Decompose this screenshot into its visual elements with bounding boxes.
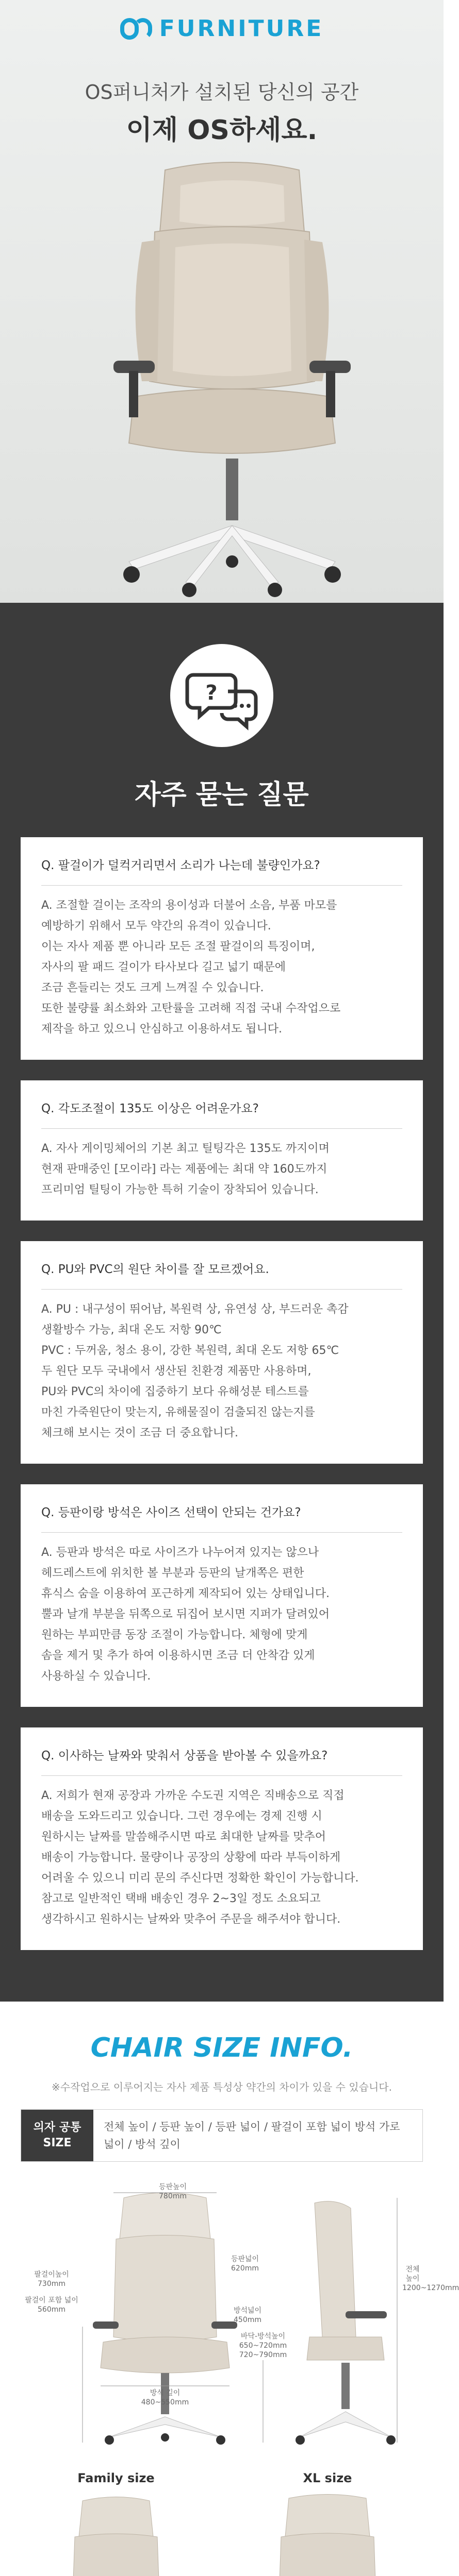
faq-answer-line: 참고로 일반적인 택배 배송인 경우 2~3일 정도 소요되고	[41, 1892, 321, 1905]
faq-question: Q. 팔걸이가 덜컥거리면서 소리가 나는데 불량인가요?	[41, 856, 402, 886]
faq-question: Q. 이사하는 날짜와 맞춰서 상품을 받아볼 수 있을까요?	[41, 1746, 402, 1776]
faq-answer-line: A. 등판과 방석은 따로 사이즈가 나누어져 있지는 않으나	[41, 1546, 319, 1559]
faq-question: Q. PU와 PVC의 원단 차이를 잘 모르겠어요.	[41, 1260, 402, 1290]
size-title: CHAIR SIZE INFO.	[90, 2032, 353, 2063]
chat-bubbles-icon	[170, 644, 273, 747]
family-chair-image	[39, 2496, 193, 2576]
faq-answer-line: 배송을 도와드리고 있습니다. 그런 경우에는 경제 진행 시	[41, 1810, 322, 1823]
faq-answer-line: 배송이 가능합니다. 물량이나 공장의 상황에 따라 부득이하게	[41, 1851, 341, 1864]
faq-answer-line: 제작을 하고 있으니 안심하고 이용하셔도 됩니다.	[41, 1023, 283, 1036]
dim-backrest-width: 등판넓이 620mm	[231, 2255, 259, 2273]
dim-armrest-height: 팔걸이높이 730mm	[34, 2270, 69, 2288]
faq-answer-line: A. PU : 내구성이 뛰어남, 복원력 상, 유연성 상, 부드러운 촉감	[41, 1303, 349, 1316]
faq-answer-line: A. 조절할 걸이는 조작의 용이성과 더불어 소음, 부품 마모를	[41, 899, 337, 912]
size-compare	[21, 2471, 423, 2576]
dim-seat-depth: 방석 깊이 480~550mm	[141, 2389, 189, 2406]
faq-answer-line: 원하시는 날짜를 말씀해주시면 따로 최대한 날짜를 맞추어	[41, 1831, 326, 1843]
brand-logo	[0, 15, 444, 42]
dimension-diagram	[21, 2182, 459, 2450]
faq-answer-line: PVC : 두꺼움, 청소 용이, 강한 복원력, 최대 온도 저항 65℃	[41, 1344, 339, 1357]
dim-backrest-height: 등판높이 780mm	[158, 2183, 187, 2200]
xl-size-label: XL size	[303, 2471, 352, 2485]
hero-section	[0, 0, 444, 603]
faq-answer-line: 프리미엄 틸팅이 가능한 특허 기술이 장착되어 있습니다.	[41, 1183, 319, 1196]
common-size-badge: 의자 공통 SIZE	[21, 2110, 93, 2161]
faq-answer-line: 솜을 제거 및 추가 하여 이용하시면 조금 더 안착감 있게	[41, 1649, 315, 1662]
faq-answer-line: 자사의 팔 패드 걸이가 타사보다 길고 넓기 때문에	[41, 961, 286, 974]
faq-answer	[41, 897, 402, 1038]
faq-answer-line: 원하는 부피만큼 동장 조절이 가능합니다. 체형에 맞게	[41, 1629, 308, 1641]
faq-answer-line: 뿔과 날개 부분을 뒤쪽으로 뒤집어 보시면 지퍼가 달려있어	[41, 1608, 330, 1621]
faq-answer-line: 현재 판매중인 [모이라] 라는 제품에는 최대 약 160도까지	[41, 1163, 327, 1176]
faq-item	[21, 1241, 423, 1464]
os-logo-icon	[120, 18, 152, 40]
brand-name: FURNITURE	[159, 15, 324, 42]
faq-answer-line: 또한 불량률 최소화와 고탄률을 고려해 직접 국내 수작업으로	[41, 1002, 341, 1015]
faq-item	[21, 1484, 423, 1707]
dim-seat-height: 바닥-방석높이 650~720mm 720~790mm	[239, 2332, 287, 2359]
faq-answer-line: 마친 가죽원단이 맞는지, 유해물질이 검출되진 않는지를	[41, 1406, 315, 1419]
faq-answer-line: 예방하기 위해서 모두 약간의 유격이 있습니다.	[41, 920, 271, 933]
hero-subtitle: OS퍼니처가 설치된 당신의 공간	[85, 81, 359, 104]
dim-seat-width: 방석넓이 450mm	[233, 2307, 262, 2324]
faq-list	[21, 837, 423, 1950]
faq-answer-line: 이는 자사 제품 뿐 아니라 모든 조절 팔걸이의 특징이며,	[41, 940, 315, 953]
dim-arm-width: 팔걸이 포함 넓이 560mm	[25, 2296, 78, 2314]
xl-size-column	[232, 2471, 423, 2576]
faq-answer-line: PU와 PVC의 차이에 집중하기 보다 유해성분 테스트를	[41, 1385, 309, 1398]
hero-title: 이제 OS하세요.	[126, 115, 318, 146]
faq-title: 자주 묻는 질문	[135, 779, 309, 810]
faq-question: Q. 등판이랑 방석은 사이즈 선택이 안되는 건가요?	[41, 1503, 402, 1533]
faq-item	[21, 1727, 423, 1950]
faq-answer	[41, 1140, 402, 1199]
faq-answer	[41, 1544, 402, 1685]
size-note: ※수작업으로 이루어지는 자사 제품 특성상 약간의 차이가 있을 수 있습니다.	[52, 2081, 392, 2093]
dim-total-height: 전체높이 1200~1270mm	[402, 2265, 459, 2292]
xl-chair-image	[250, 2496, 405, 2576]
faq-question: Q. 각도조절이 135도 이상은 어려운가요?	[41, 1099, 402, 1129]
size-section	[0, 2002, 459, 2576]
family-size-column	[21, 2471, 211, 2576]
faq-answer-line: 사용하실 수 있습니다.	[41, 1670, 151, 1683]
faq-answer-line: A. 자사 게이밍체어의 기본 최고 틸팅각은 135도 까지이며	[41, 1142, 330, 1155]
faq-answer-line: 휴식스 숨을 이용하여 포근하게 제작되어 있는 상태입니다.	[41, 1587, 330, 1600]
faq-answer-line: 조금 흔들리는 것도 크게 느껴질 수 있습니다.	[41, 981, 264, 994]
faq-answer-line: 두 원단 모두 국내에서 생산된 친환경 제품만 사용하며,	[41, 1365, 312, 1378]
faq-answer-line: 생각하시고 원하시는 날짜와 맞추어 주문을 해주셔야 합니다.	[41, 1913, 341, 1926]
faq-section	[0, 603, 444, 2002]
common-size-text: 전체 높이 / 등판 높이 / 등판 넓이 / 팔걸이 포함 넓이 방석 가로 넓이 / 방석 깊이	[104, 2121, 400, 2150]
chair-hero-image	[93, 155, 371, 598]
faq-item	[21, 1080, 423, 1221]
faq-answer-line: 생활방수 가능, 최대 온도 저항 90℃	[41, 1324, 222, 1336]
faq-answer	[41, 1787, 402, 1928]
faq-answer-line: 체크해 보시는 것이 조금 더 중요합니다.	[41, 1427, 238, 1439]
svg-text:?: ?	[205, 681, 218, 705]
faq-answer-line: 어려울 수 있으니 미리 문의 주신다면 정확한 확인이 가능합니다.	[41, 1872, 359, 1885]
common-size-row	[21, 2109, 423, 2162]
family-size-label: Family size	[77, 2471, 155, 2485]
faq-answer	[41, 1301, 402, 1442]
faq-item	[21, 837, 423, 1060]
faq-answer-line: A. 저희가 현재 공장과 가까운 수도권 지역은 직배송으로 직접	[41, 1789, 345, 1802]
faq-answer-line: 헤드레스트에 위치한 볼 부분과 등판의 날개쪽은 편한	[41, 1567, 304, 1580]
